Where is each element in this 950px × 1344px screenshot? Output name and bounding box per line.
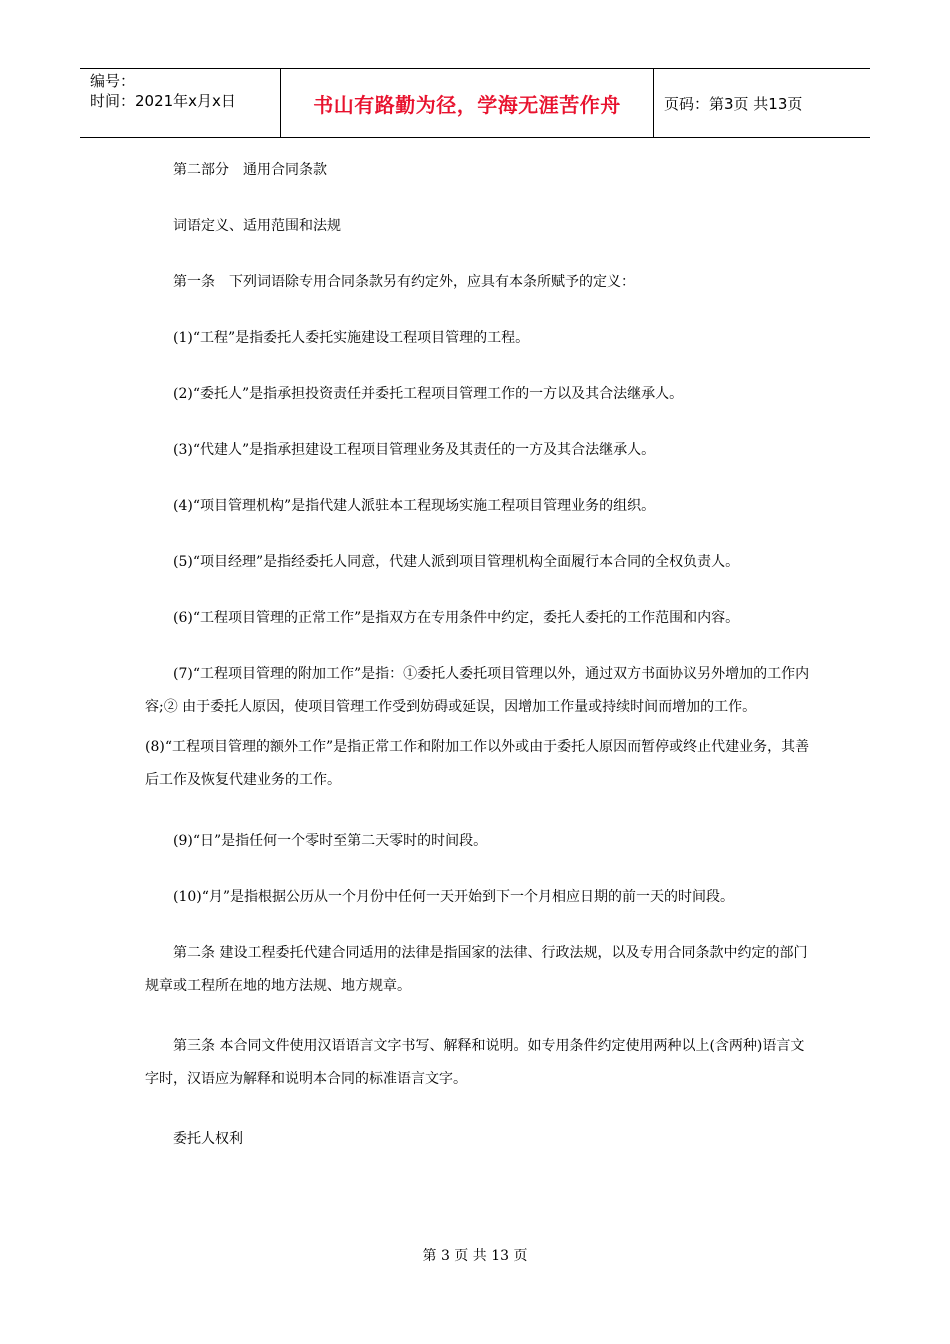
definition-item: (2)“委托人”是指承担投资责任并委托工程项目管理工作的一方以及其合法继承人。 <box>173 386 684 402</box>
section-heading: 第二部分 通用合同条款 <box>173 162 327 178</box>
definition-item: (5)“项目经理”是指经委托人同意，代建人派到项目管理机构全面履行本合同的全权负责人。 <box>173 554 740 570</box>
header-meta-cell <box>80 69 281 137</box>
definition-item: (3)“代建人”是指承担建设工程项目管理业务及其责任的一方及其合法继承人。 <box>173 442 656 458</box>
definition-item: (1)“工程”是指委托人委托实施建设工程项目管理的工程。 <box>173 330 530 346</box>
article-paragraph: 第二条 建设工程委托代建合同适用的法律是指国家的法律、行政法规，以及专用合同条款中约定的部门规章或工程所在地的地方法规、地方规章。 <box>145 945 808 994</box>
definition-item: (4)“项目管理机构”是指代建人派驻本工程现场实施工程项目管理业务的组织。 <box>173 498 656 514</box>
definition-item: (9)“日”是指任何一个零时至第二天零时的时间段。 <box>173 833 488 849</box>
document-time-label: 时间：2021年x月x日 <box>90 92 236 110</box>
subsection-heading: 委托人权利 <box>173 1131 243 1147</box>
article-paragraph: 第一条 下列词语除专用合同条款另有约定外，应具有本条所赋予的定义： <box>173 274 635 290</box>
definition-item: (8)“工程项目管理的额外工作”是指正常工作和附加工作以外或由于委托人原因而暂停或终止代建业务，其善后工作及恢复代建业务的工作。 <box>145 739 810 788</box>
header-page-number: 页码：第3页 共13页 <box>664 94 803 113</box>
definition-item: (6)“工程项目管理的正常工作”是指双方在专用条件中约定，委托人委托的工作范围和内容。 <box>173 610 740 626</box>
definition-item: (10)“月”是指根据公历从一个月份中任何一天开始到下一个月相应日期的前一天的时间段。 <box>173 889 735 905</box>
page-footer: 第 3 页 共 13 页 <box>422 1248 528 1264</box>
definition-item: (7)“工程项目管理的附加工作”是指：①委托人委托项目管理以外，通过双方书面协议另外增加的工作内容;② 由于委托人原因，使项目管理工作受到妨碍或延误，因增加工作量或持续时间而增加的工作。 <box>145 666 810 715</box>
article-paragraph: 第三条 本合同文件使用汉语语言文字书写、解释和说明。如专用条件约定使用两种以上(含两种)语言文字时，汉语应为解释和说明本合同的标准语言文字。 <box>145 1038 805 1087</box>
page-header <box>80 68 870 138</box>
document-number-label: 编号： <box>90 72 136 90</box>
header-motto: 书山有路勤为径，学海无涯苦作舟 <box>281 69 654 137</box>
subsection-heading: 词语定义、适用范围和法规 <box>173 218 341 234</box>
